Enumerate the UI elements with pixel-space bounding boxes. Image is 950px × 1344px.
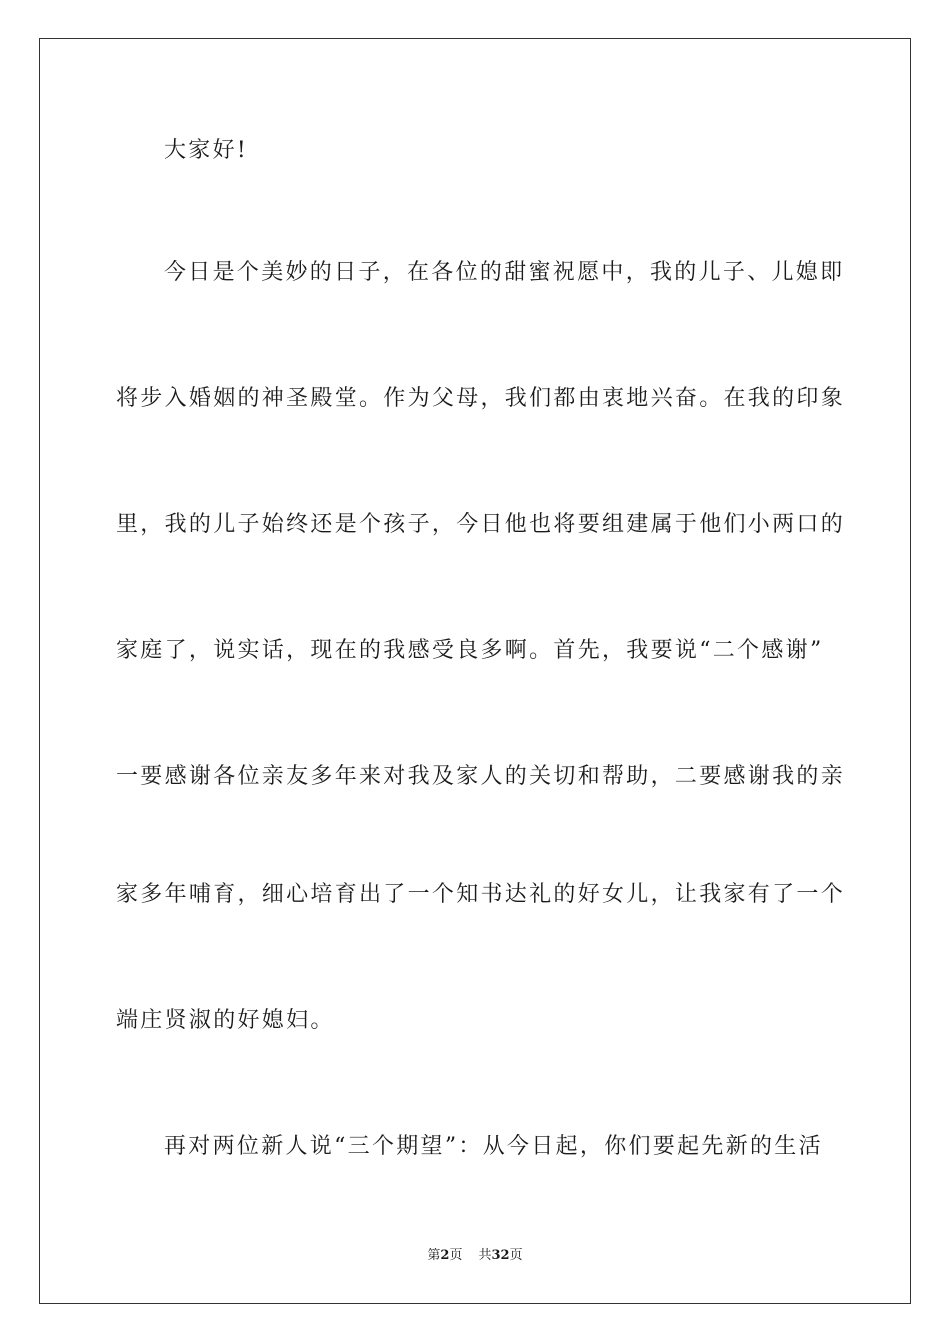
paragraph-2-line-1: 再对两位新人说“三个期望”：从今日起，你们要起先新的生活 bbox=[164, 1134, 823, 1159]
total-prefix: 共 bbox=[478, 1248, 492, 1263]
paragraph-1-line-2: 将步入婚姻的神圣殿堂。作为父母，我们都由衷地兴奋。在我的印象 bbox=[116, 386, 846, 411]
paragraph-1-line-4: 家庭了，说实话，现在的我感受良多啊。首先，我要说“二个感谢” bbox=[116, 638, 824, 663]
page-prefix: 第 bbox=[427, 1248, 441, 1263]
total-pages: 32 bbox=[491, 1248, 510, 1263]
page-border bbox=[39, 38, 911, 1304]
page-number: 2 bbox=[440, 1248, 450, 1263]
page-suffix: 页 bbox=[449, 1248, 463, 1263]
page-footer bbox=[0, 1247, 950, 1265]
paragraph-1-line-1: 今日是个美妙的日子，在各位的甜蜜祝愿中，我的儿子、儿媳即 bbox=[164, 260, 845, 285]
paragraph-1-line-3: 里，我的儿子始终还是个孩子，今日他也将要组建属于他们小两口的 bbox=[116, 512, 846, 537]
paragraph-1-line-7: 端庄贤淑的好媳妇。 bbox=[116, 1008, 335, 1033]
total-suffix: 页 bbox=[509, 1248, 523, 1263]
paragraph-1-line-5: 一要感谢各位亲友多年来对我及家人的关切和帮助，二要感谢我的亲 bbox=[116, 764, 846, 789]
paragraph-1-line-6: 家多年哺育，细心培育出了一个知书达礼的好女儿，让我家有了一个 bbox=[116, 882, 846, 907]
greeting-line: 大家好! bbox=[164, 138, 249, 163]
